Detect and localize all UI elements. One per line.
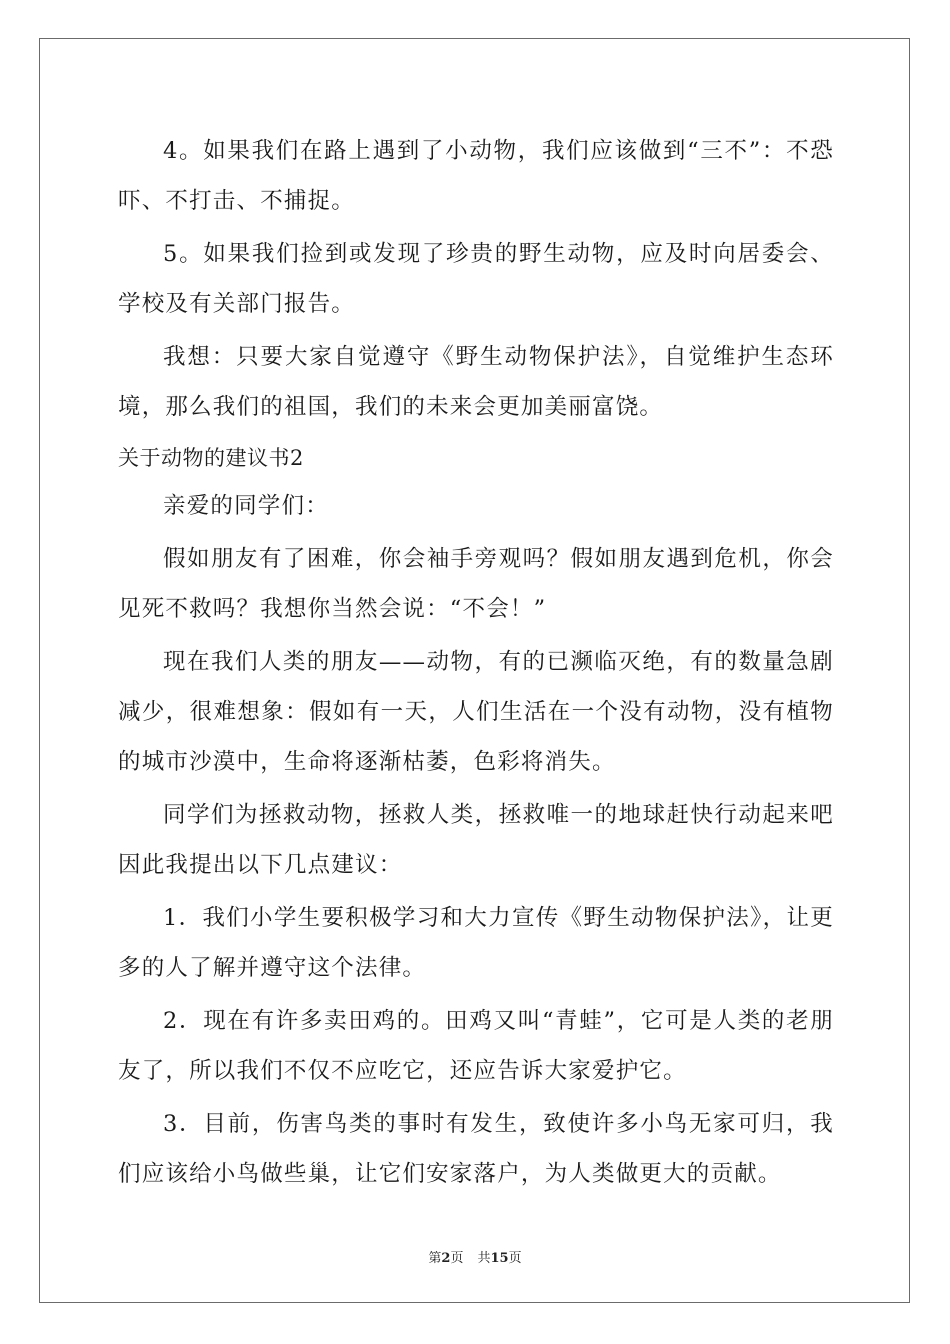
paragraph-intro: 假如朋友有了困难，你会袖手旁观吗？假如朋友遇到危机，你会见死不救吗？我想你当然会说：“不会！” (118, 546, 834, 622)
footer-total-unit: 页 (508, 1251, 522, 1266)
paragraph-suggestion-3: 3．目前，伤害鸟类的事时有发生，致使许多小鸟无家可归，我们应该给小鸟做些巢，让它们安家落户，为人类做更大的贡献。 (118, 1111, 834, 1187)
footer-page-number: 2 (441, 1251, 451, 1266)
paragraph-suggestion-1: 1．我们小学生要积极学习和大力宣传《野生动物保护法》，让更多的人了解并遵守这个法律。 (118, 905, 834, 981)
paragraph-item-4: 4。如果我们在路上遇到了小动物，我们应该做到“三不”：不恐吓、不打击、不捕捉。 (118, 138, 834, 214)
paragraph-conclusion: 我想：只要大家自觉遵守《野生动物保护法》，自觉维护生态环境，那么我们的祖国，我们的未来会更加美丽富饶。 (118, 344, 834, 420)
paragraph-salutation: 亲爱的同学们： (163, 493, 329, 519)
paragraph-suggestion-2: 2．现在有许多卖田鸡的。田鸡又叫“青蛙”，它可是人类的老朋友了，所以我们不仅不应吃它，还应告诉大家爱护它。 (118, 1008, 834, 1084)
section-heading: 关于动物的建议书2 (118, 446, 304, 470)
page-footer (0, 1247, 950, 1266)
footer-prefix: 第 (428, 1251, 442, 1266)
footer-total-prefix: 共 (477, 1251, 491, 1266)
paragraph-item-5: 5。如果我们捡到或发现了珍贵的野生动物，应及时向居委会、学校及有关部门报告。 (118, 241, 834, 317)
document-body (118, 126, 834, 1202)
footer-total-pages: 15 (490, 1251, 509, 1266)
paragraph-call-to-action: 同学们为拯救动物，拯救人类，拯救唯一的地球赶快行动起来吧因此我提出以下几点建议： (118, 802, 834, 878)
paragraph-situation: 现在我们人类的朋友——动物，有的已濒临灭绝，有的数量急剧减少，很难想象：假如有一天，人们生活在一个没有动物，没有植物的城市沙漠中，生命将逐渐枯萎，色彩将消失。 (118, 649, 834, 775)
footer-page-unit: 页 (450, 1251, 464, 1266)
